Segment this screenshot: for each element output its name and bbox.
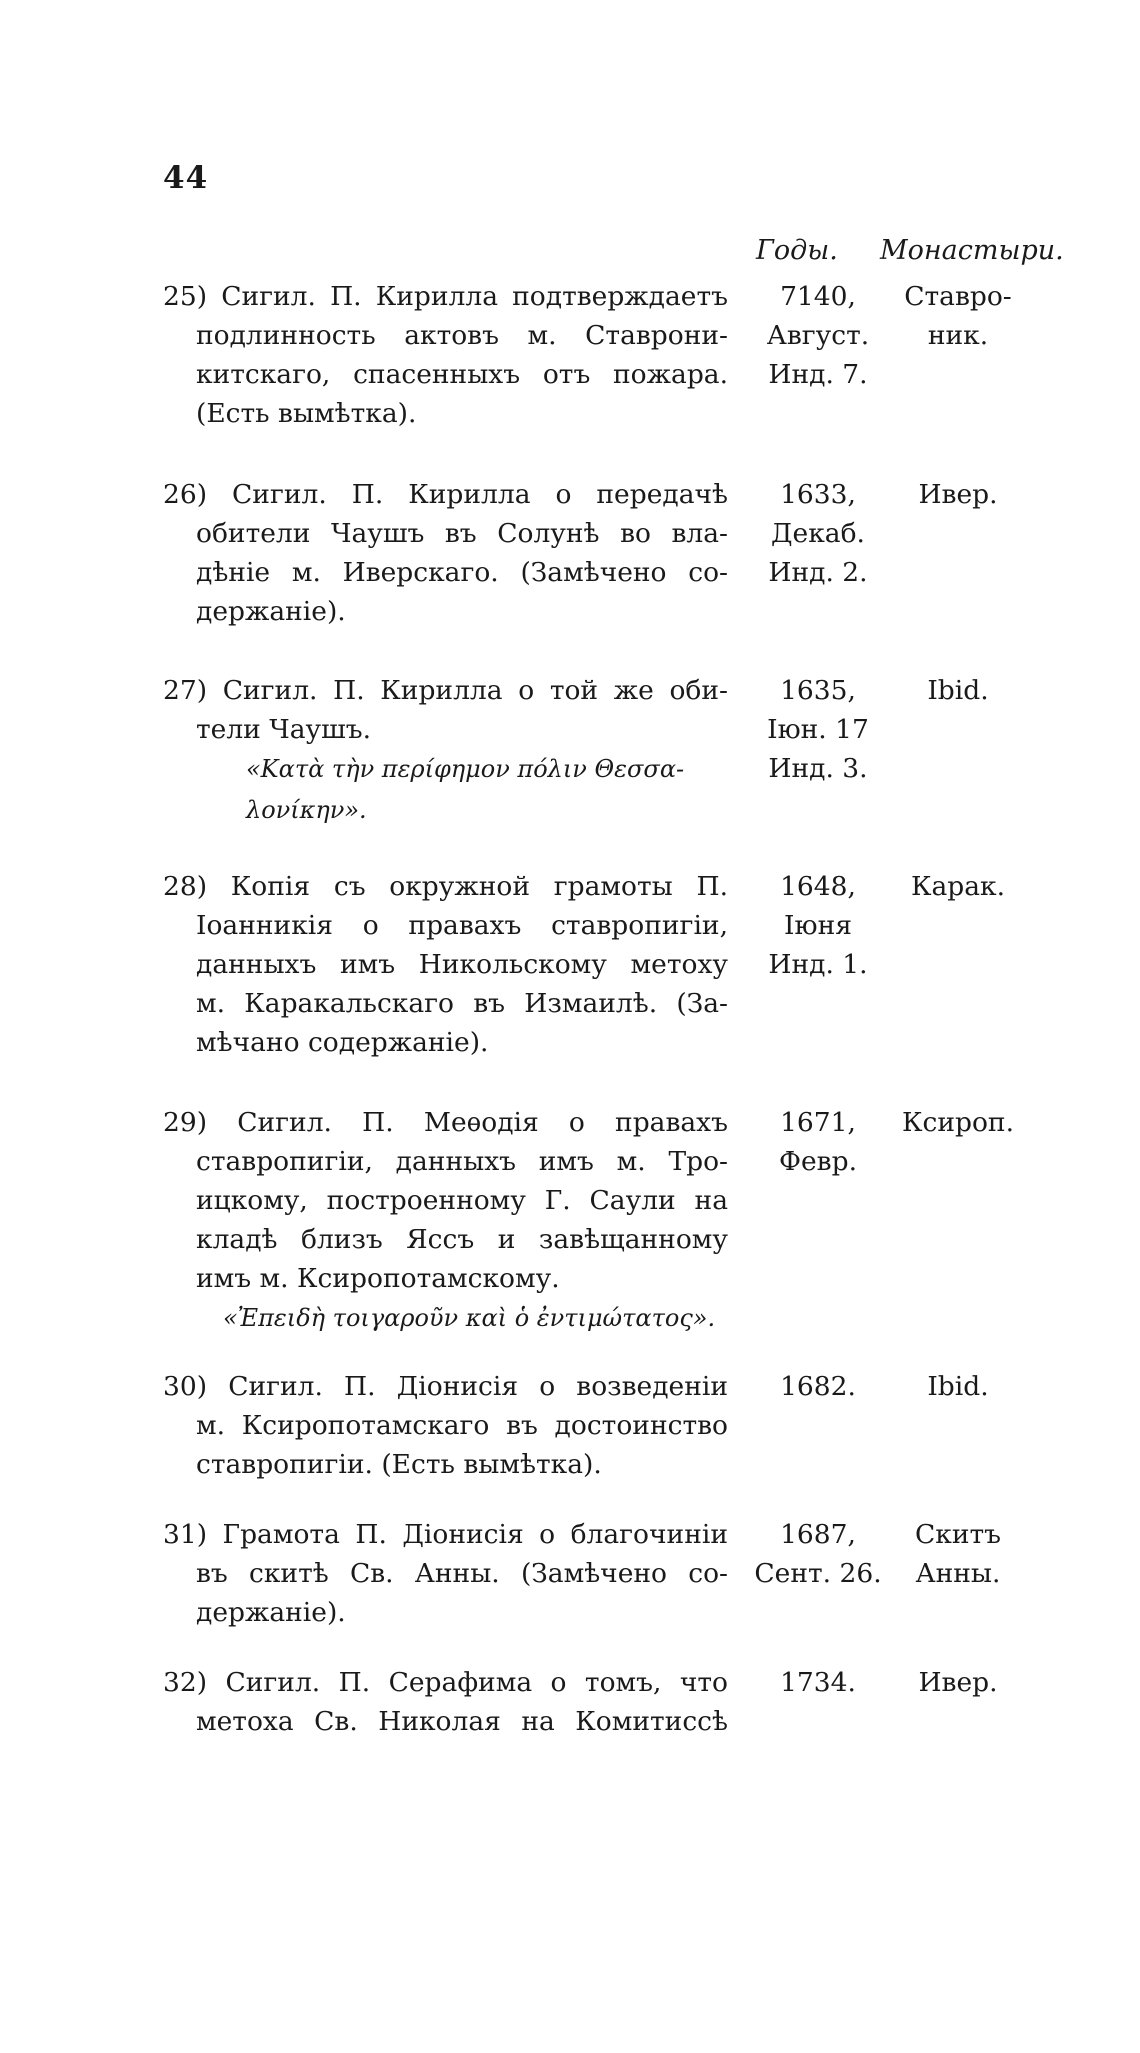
entry-monastery xyxy=(873,671,1043,710)
entry-line: держаніе). xyxy=(196,596,346,627)
entry-line: имъ м. Ксиропотамскому. xyxy=(196,1263,560,1294)
entry-years xyxy=(748,1367,888,1406)
year-line: 1671, xyxy=(780,1107,856,1138)
entry-text xyxy=(163,1103,728,1339)
monastery-line: Ксироп. xyxy=(901,1107,1015,1138)
entry-line: китскаго, спасенныхъ отъ пожара. xyxy=(196,359,728,390)
year-line: Декаб. xyxy=(771,518,865,549)
entry-text xyxy=(163,1663,728,1741)
entry-years xyxy=(748,1515,888,1593)
entry-line: 30) Сигил. П. Діонисія о возведеніи xyxy=(163,1371,728,1402)
year-line: 1682. xyxy=(780,1371,856,1402)
entry-line: держаніе). xyxy=(196,1597,346,1628)
year-line: 1734. xyxy=(780,1667,856,1698)
year-line: Август. xyxy=(766,320,870,351)
entry-line: метоха Св. Николая на Комитиссѣ xyxy=(196,1706,728,1737)
year-line: Іюн. 17 xyxy=(767,714,869,745)
entry-years xyxy=(748,1103,888,1181)
entry-line: 25) Сигил. П. Кирилла подтверждаетъ xyxy=(163,281,728,312)
year-line: Инд. 2. xyxy=(768,557,868,588)
year-line: Февр. xyxy=(779,1146,857,1177)
entry-line: кладѣ близъ Яссъ и завѣщанному xyxy=(196,1224,728,1255)
monastery-line: Карак. xyxy=(910,871,1006,902)
year-line: 1687, xyxy=(780,1519,856,1550)
entry-line: м. Каракальскаго въ Измаилѣ. (За- xyxy=(196,988,728,1019)
entry-line: тели Чаушъ. xyxy=(196,714,372,745)
entry-line: въ скитѣ Св. Анны. (Замѣчено со- xyxy=(196,1558,728,1589)
entry-line: 31) Грамота П. Діонисія о благочиніи xyxy=(163,1519,728,1550)
monastery-line: Анны. xyxy=(915,1558,1001,1589)
entry-monastery xyxy=(873,1103,1043,1142)
entry-line: дѣніе м. Иверскаго. (Замѣчено со- xyxy=(196,557,728,588)
entry-line: мѣчано содержаніе). xyxy=(196,1027,489,1058)
year-line: 7140, xyxy=(780,281,856,312)
year-line: Іюня xyxy=(784,910,852,941)
year-line: Инд. 7. xyxy=(768,359,868,390)
column-header-years: Годы. xyxy=(756,235,838,266)
entry-monastery xyxy=(873,475,1043,514)
greek-quote-line: «Ἐπειδὴ τοιγαροῦν καὶ ὁ ἐντιμώτατος». xyxy=(223,1304,716,1332)
entry-monastery xyxy=(873,277,1043,355)
column-header-monasteries: Монастыри. xyxy=(880,235,1064,266)
entry-line: обители Чаушъ въ Солунѣ во вла- xyxy=(196,518,728,549)
entry-line: (Есть вымѣтка). xyxy=(196,398,417,429)
year-line: Сент. 26. xyxy=(754,1558,882,1589)
page-number: 44 xyxy=(163,160,209,196)
entry-text xyxy=(163,1367,728,1484)
entry-line: ставропигіи, данныхъ имъ м. Тро- xyxy=(196,1146,728,1177)
monastery-line: Ibid. xyxy=(927,1371,989,1402)
year-line: Инд. 3. xyxy=(768,753,868,784)
entry-years xyxy=(748,671,888,788)
greek-quote-line: «Κατὰ τὴν περίφημον πόλιν Θεσσα- xyxy=(246,755,685,783)
entry-line: 32) Сигил. П. Серафима о томъ, что xyxy=(163,1667,728,1698)
entry-line: ицкому, построенному Г. Саули на xyxy=(196,1185,728,1216)
monastery-line: Ставро- xyxy=(904,281,1012,312)
entry-line: Іоанникія о правахъ ставропигіи, xyxy=(196,910,728,941)
entry-years xyxy=(748,475,888,592)
monastery-line: Скитъ xyxy=(914,1519,1002,1550)
monastery-line: Ивер. xyxy=(918,479,998,510)
entry-text xyxy=(163,1515,728,1632)
monastery-line: ник. xyxy=(927,320,989,351)
year-line: 1635, xyxy=(780,675,856,706)
entry-line: 28) Копія съ окружной грамоты П. xyxy=(163,871,728,902)
entry-monastery xyxy=(873,1367,1043,1406)
entry-monastery xyxy=(873,867,1043,906)
entry-text xyxy=(163,277,728,433)
monastery-line: Ивер. xyxy=(918,1667,998,1698)
entry-line: подлинность актовъ м. Ставрони- xyxy=(196,320,728,351)
entry-text xyxy=(163,475,728,631)
entry-text xyxy=(163,867,728,1062)
entry-line: 27) Сигил. П. Кирилла о той же оби- xyxy=(163,675,728,706)
monastery-line: Ibid. xyxy=(927,675,989,706)
entry-monastery xyxy=(873,1663,1043,1702)
year-line: 1633, xyxy=(780,479,856,510)
entry-years xyxy=(748,277,888,394)
entry-line: 29) Сигил. П. Меѳодія о правахъ xyxy=(163,1107,728,1138)
entry-monastery xyxy=(873,1515,1043,1593)
entry-line: м. Ксиропотамскаго въ достоинство xyxy=(196,1410,728,1441)
entry-line: ставропигіи. (Есть вымѣтка). xyxy=(196,1449,602,1480)
entry-line: данныхъ имъ Никольскому метоху xyxy=(196,949,728,980)
entry-line: 26) Сигил. П. Кирилла о передачѣ xyxy=(163,479,728,510)
entry-years xyxy=(748,1663,888,1702)
entry-text xyxy=(163,671,728,831)
greek-quote-line: λονίκην». xyxy=(246,796,367,824)
year-line: 1648, xyxy=(780,871,856,902)
year-line: Инд. 1. xyxy=(768,949,868,980)
entry-years xyxy=(748,867,888,984)
